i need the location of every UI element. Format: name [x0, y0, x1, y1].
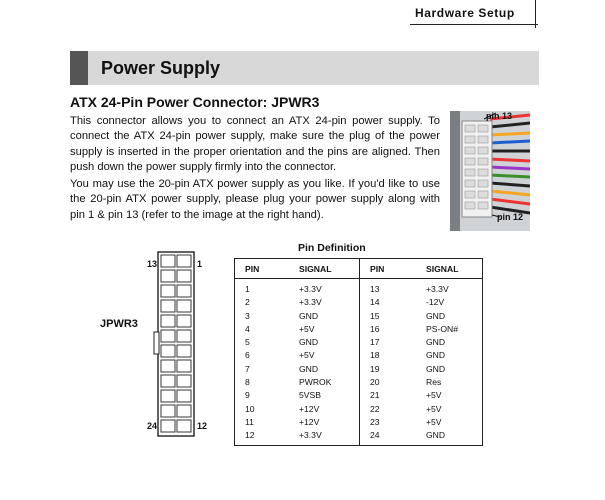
table-row: [235, 389, 483, 402]
signal-cell: +5V: [289, 349, 360, 362]
signal-cell: GND: [289, 363, 360, 376]
signal-cell: Res: [426, 377, 442, 388]
header-vline: [535, 0, 536, 28]
photo-label-bottom: pin 12: [497, 212, 524, 222]
signal-cell: +3.3V: [289, 296, 360, 309]
signal-cell: GND: [289, 310, 360, 323]
section-banner-accent: [70, 51, 88, 85]
pin-cell: 4: [245, 323, 250, 334]
signal-cell: +5V: [426, 403, 442, 414]
signal-cell: +12V: [289, 416, 360, 429]
signal-cell: +5V: [426, 390, 442, 401]
pin-cell: 19: [370, 363, 380, 374]
pin-cell: 18: [370, 350, 380, 361]
signal-cell: +5V: [289, 323, 360, 336]
pin-cell: 23: [370, 416, 380, 427]
pin-cell: 15: [370, 310, 380, 321]
pin-cell: 5: [245, 337, 250, 348]
pin-table-caption: Pin Definition: [298, 242, 366, 254]
signal-cell: GND: [426, 363, 446, 374]
diagram-pin-13: 13: [147, 259, 158, 269]
pin-cell: 20: [370, 377, 380, 388]
pin-cell: 10: [245, 403, 255, 414]
col-header-pin-2: PIN: [360, 259, 417, 279]
signal-cell: 5VSB: [289, 389, 360, 402]
pin-cell: 21: [370, 390, 380, 401]
pin-cell: 8: [245, 377, 250, 388]
col-header-pin: PIN: [235, 259, 290, 279]
connector-diagram: [98, 250, 218, 440]
signal-cell: +3.3V: [289, 429, 360, 445]
connector-title: ATX 24-Pin Power Connector: JPWR3: [70, 94, 320, 110]
signal-cell: +5V: [426, 416, 442, 427]
pin-cell: 24: [370, 430, 380, 441]
pin-table: [234, 258, 483, 446]
signal-cell: GND: [426, 310, 446, 321]
col-header-signal-2: SIGNAL: [416, 259, 483, 279]
table-row: [235, 376, 483, 389]
connector-paragraph-1: This connector allows you to connect an ATX 24-pin power supply. To connect the ATX 24-pin power supply, make sure the plug of the power supply is inserted in the proper orientation and the pins are aligned. Then push down the power supply firmly into the connector.: [70, 115, 440, 174]
signal-cell: GND: [426, 337, 446, 348]
table-row: [235, 310, 483, 323]
pin-table-header-row: [235, 259, 483, 279]
signal-cell: -12V: [426, 297, 445, 308]
table-row: [235, 296, 483, 309]
signal-cell: +3.3V: [289, 279, 360, 297]
signal-cell: PS-ON#: [426, 323, 458, 334]
signal-cell: PWROK: [289, 376, 360, 389]
pin-cell: 9: [245, 390, 250, 401]
pin-cell: 12: [245, 430, 255, 441]
table-row: [235, 403, 483, 416]
pin-cell: 22: [370, 403, 380, 414]
header-rule: [410, 24, 538, 25]
photo-label-top: pin 13: [486, 111, 513, 121]
signal-cell: +3.3V: [426, 284, 449, 294]
table-row: [235, 349, 483, 362]
signal-cell: GND: [289, 336, 360, 349]
pin-cell: 3: [245, 310, 250, 321]
pin-cell: 17: [370, 337, 380, 348]
table-row: [235, 336, 483, 349]
table-row: [235, 429, 483, 445]
table-row: [235, 279, 483, 297]
pin-cell: 16: [370, 323, 380, 334]
signal-cell: +12V: [289, 403, 360, 416]
connector-paragraph-2: You may use the 20-pin ATX power supply as you like. If you'd like to use the 20-pin ATX power supply, please plug your power supply along with pin 1 & pin 13 (refer to the image at the right hand).: [70, 178, 440, 221]
pin-cell: 6: [245, 350, 250, 361]
table-row: [235, 363, 483, 376]
header-title: Hardware Setup: [415, 6, 515, 20]
diagram-pin-1: 1: [197, 259, 203, 269]
signal-cell: GND: [426, 430, 446, 441]
pin-cell: 2: [245, 297, 250, 308]
pin-cell: 14: [370, 297, 380, 308]
diagram-pin-24: 24: [147, 421, 158, 431]
pin-cell: 13: [370, 284, 380, 294]
diagram-pin-12: 12: [197, 421, 208, 431]
pin-cell: 1: [245, 284, 250, 294]
table-row: [235, 416, 483, 429]
col-header-signal: SIGNAL: [289, 259, 360, 279]
pin-cell: 7: [245, 363, 250, 374]
section-title: Power Supply: [101, 58, 221, 78]
pin-cell: 11: [245, 416, 254, 427]
signal-cell: GND: [426, 350, 446, 361]
table-row: [235, 323, 483, 336]
diagram-name: JPWR3: [100, 318, 138, 330]
